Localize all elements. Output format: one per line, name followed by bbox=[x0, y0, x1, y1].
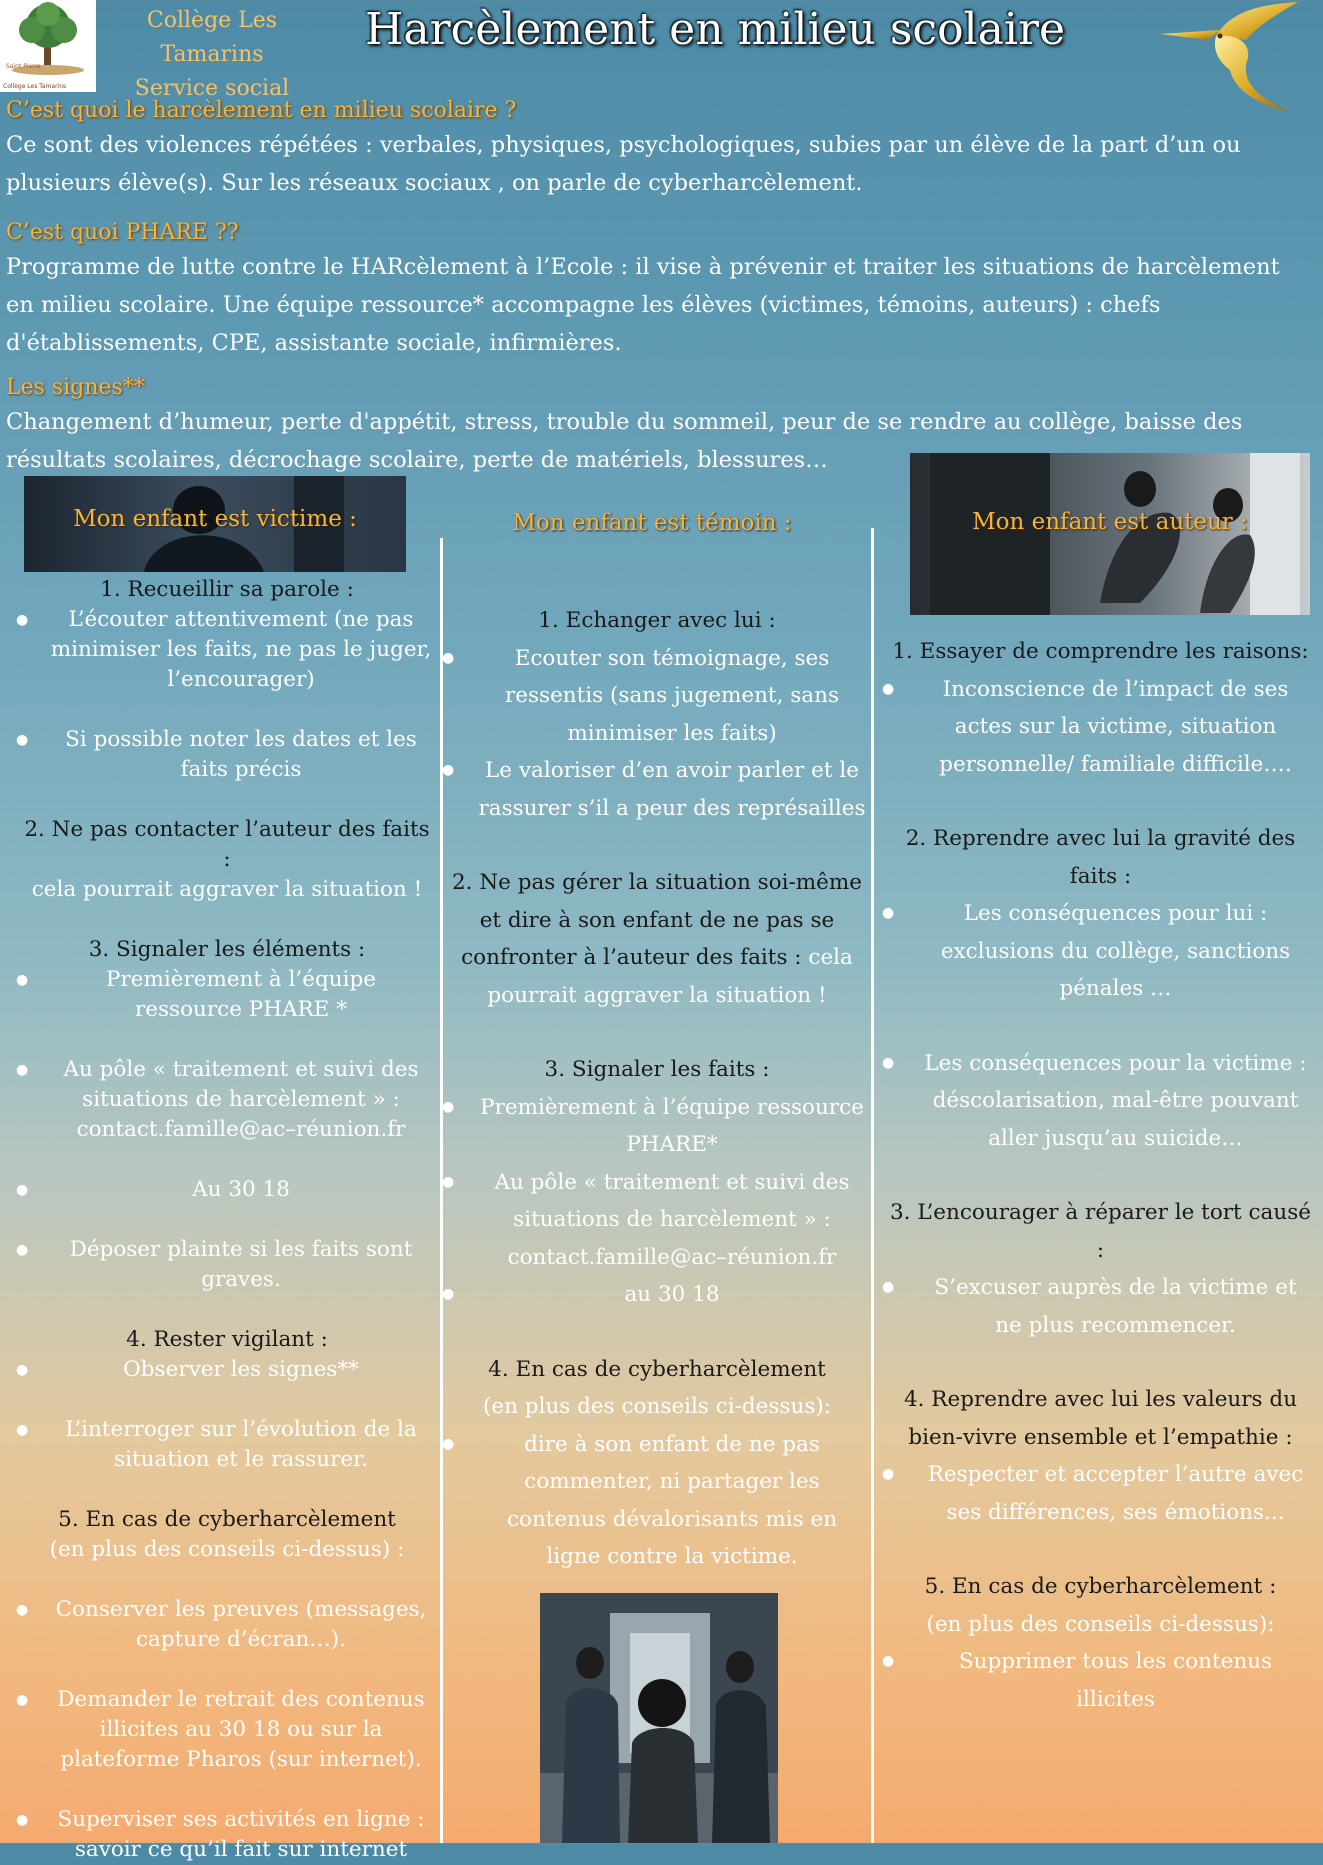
author-step3-heading: 3. L’encourager à réparer le tort causé : bbox=[890, 1200, 1311, 1263]
column-divider-right bbox=[871, 528, 874, 1843]
witness-step2-text: cela pourrait aggraver la situation ! bbox=[487, 945, 853, 1008]
witness-column bbox=[448, 602, 866, 1576]
list-item: ● Le valoriser d’en avoir parler et le rassurer s’il a peur des représailles bbox=[448, 752, 866, 827]
author-step2-heading: 2. Reprendre avec lui la gravité des faits : bbox=[905, 826, 1296, 889]
list-item: ● Inconscience de l’impact de ses actes sur la victime, situation personnelle/ familiale difficile…. bbox=[888, 671, 1313, 784]
victim-step4-heading: 4. Rester vigilant : bbox=[126, 1327, 328, 1352]
logo-text-bottom: Collège Les Tamarins bbox=[3, 83, 67, 90]
college-logo bbox=[0, 0, 96, 92]
list-item: ● Conserver les preuves (messages, capture d’écran…). bbox=[22, 1595, 432, 1655]
list-item: ● Déposer plainte si les faits sont graves. bbox=[22, 1235, 432, 1295]
organisation bbox=[102, 4, 322, 106]
answer-signes: Changement d’humeur, perte d'appétit, stress, trouble du sommeil, peur de se rendre au collège, baisse des résultats scolaires, décrochage scolaire, perte de matériels, blessures… bbox=[6, 409, 1243, 473]
author-step5-text: (en plus des conseils ci-dessus): bbox=[926, 1611, 1275, 1637]
witness-title: Mon enfant est témoin : bbox=[512, 510, 792, 536]
victim-step3-heading: 3. Signaler les éléments : bbox=[88, 937, 366, 962]
victim-step5-heading: 5. En cas de cyberharcèlement bbox=[58, 1507, 396, 1532]
students-corridor-image bbox=[540, 1593, 778, 1843]
witness-step2-heading bbox=[448, 864, 866, 1014]
list-item: ● Au 30 18 bbox=[22, 1175, 432, 1205]
page-title: Harcèlement en milieu scolaire bbox=[364, 4, 1066, 55]
witness-step4-heading: 4. En cas de cyberharcèlement bbox=[488, 1356, 826, 1382]
witness-step2-title: 2. Ne pas gérer la situation soi-même et dire à son enfant de ne pas se confronter à l’auteur des faits : bbox=[452, 870, 862, 970]
witness-banner bbox=[452, 506, 852, 546]
answer-harcelement: Ce sont des violences répétées : verbales, physiques, psychologiques, subies par un élève de la part d’un ou plusieurs élève(s). Sur les réseaux sociaux , on parle de cyberharcèlement. bbox=[6, 132, 1241, 196]
org-name: Collège Les Tamarins bbox=[146, 8, 278, 67]
intro-harcelement bbox=[6, 96, 1311, 202]
list-item: ● Les conséquences pour la victime : déscolarisation, mal-être pouvant aller jusqu’au suicide… bbox=[888, 1045, 1313, 1158]
list-item: ● Au pôle « traitement et suivi des situations de harcèlement » : contact.famille@ac–réunion.fr bbox=[448, 1164, 866, 1277]
list-item: ● Supprimer tous les contenus illicites bbox=[888, 1643, 1313, 1718]
author-column bbox=[888, 633, 1313, 1718]
list-item: ● Premièrement à l’équipe ressource PHARE* bbox=[448, 1089, 866, 1164]
logo-text-top: Saint Pierre bbox=[6, 63, 41, 70]
question-harcelement: C’est quoi le harcèlement en milieu scolaire ? bbox=[6, 98, 517, 123]
list-item: ● L’interroger sur l’évolution de la situation et le rassurer. bbox=[22, 1415, 432, 1475]
tree-logo-icon bbox=[0, 0, 96, 92]
list-item: ● S’excuser auprès de la victime et ne plus recommencer. bbox=[888, 1269, 1313, 1344]
intro-phare bbox=[6, 218, 1311, 362]
list-item: ● L’écouter attentivement (ne pas minimiser les faits, ne pas le juger, l’encourager) bbox=[22, 605, 432, 695]
victim-step1-heading: 1. Recueillir sa parole : bbox=[100, 577, 354, 602]
list-item: ● Respecter et accepter l’autre avec ses différences, ses émotions... bbox=[888, 1456, 1313, 1531]
list-item: ● Premièrement à l’équipe ressource PHARE * bbox=[22, 965, 432, 1025]
students-illustration bbox=[540, 1593, 778, 1843]
org-service: Service social bbox=[134, 76, 290, 101]
witness-step3-heading: 3. Signaler les faits : bbox=[544, 1057, 770, 1082]
author-title: Mon enfant est auteur : bbox=[972, 509, 1248, 535]
victim-step2-heading: 2. Ne pas contacter l’auteur des faits : bbox=[24, 817, 430, 872]
victim-banner bbox=[24, 476, 406, 572]
author-banner bbox=[910, 453, 1310, 615]
list-item: ● Superviser ses activités en ligne : savoir ce qu’il fait sur internet bbox=[22, 1805, 432, 1865]
list-item: ● dire à son enfant de ne pas commenter, ni partager les contenus dévalorisants mis en ligne contre la victime. bbox=[448, 1426, 866, 1576]
author-step5-heading: 5. En cas de cyberharcèlement : bbox=[924, 1574, 1277, 1599]
witness-step4-text: (en plus des conseils ci-dessus): bbox=[483, 1394, 831, 1419]
list-item: ● Ecouter son témoignage, ses ressentis (sans jugement, sans minimiser les faits) bbox=[448, 640, 866, 753]
question-phare: C’est quoi PHARE ?? bbox=[6, 220, 239, 245]
answer-phare: Programme de lutte contre le HARcèlement à l’Ecole : il vise à prévenir et traiter les situations de harcèlement en milieu scolaire. Une équipe ressource* accompagne les élèves (victimes, témoins, auteurs) : chefs d'établissements, CPE, assistante sociale, infirmières. bbox=[6, 254, 1280, 356]
author-step1-heading: 1. Essayer de comprendre les raisons: bbox=[892, 639, 1309, 664]
list-item: ● au 30 18 bbox=[448, 1276, 866, 1314]
list-item: ● Les conséquences pour lui : exclusions du collège, sanctions pénales … bbox=[888, 895, 1313, 1008]
victim-title: Mon enfant est victime : bbox=[73, 506, 357, 532]
victim-step5-text: (en plus des conseils ci-dessus) : bbox=[49, 1537, 405, 1562]
list-item: ● Demander le retrait des contenus illicites au 30 18 ou sur la plateforme Pharos (sur internet). bbox=[22, 1685, 432, 1775]
list-item: ● Si possible noter les dates et les faits précis bbox=[22, 725, 432, 785]
question-signes: Les signes** bbox=[6, 375, 145, 400]
victim-step2-text: cela pourrait aggraver la situation ! bbox=[31, 877, 423, 902]
author-step4-heading: 4. Reprendre avec lui les valeurs du bien-vivre ensemble et l’empathie : bbox=[903, 1387, 1298, 1450]
list-item: ● Observer les signes** bbox=[22, 1355, 432, 1385]
witness-step1-heading: 1. Echanger avec lui : bbox=[538, 608, 776, 633]
list-item: ● Au pôle « traitement et suivi des situations de harcèlement » : contact.famille@ac–réunion.fr bbox=[22, 1055, 432, 1145]
victim-column bbox=[22, 575, 432, 1865]
